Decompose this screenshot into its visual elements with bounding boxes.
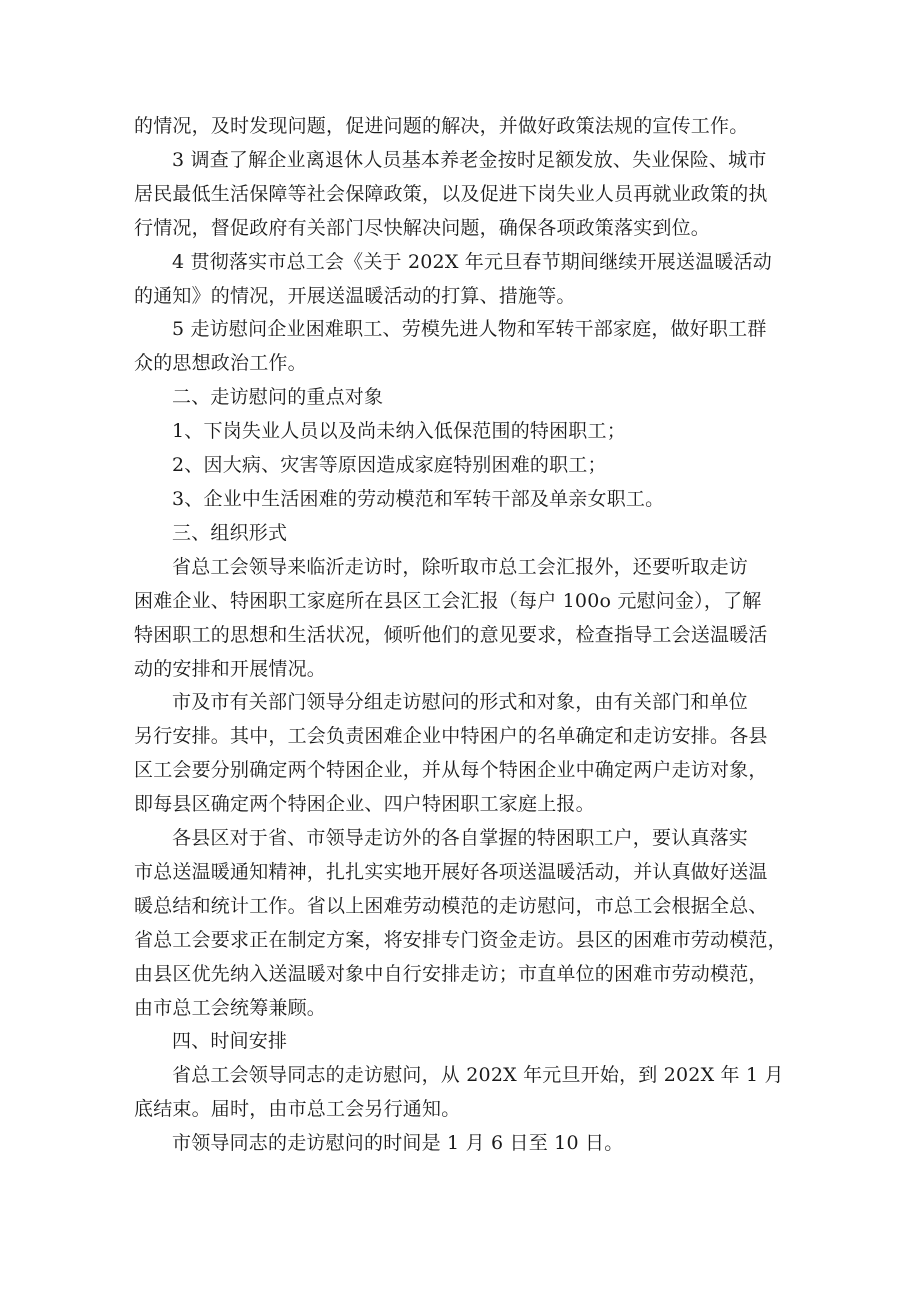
text-line: 各县区对于省、市领导走访外的各自掌握的特困职工户，要认真落实 [172, 827, 749, 850]
text-line: 三、组织形式 [172, 521, 288, 544]
paragraph [134, 686, 794, 822]
text-line: 底结束。届时，由市总工会另行通知。 [134, 1098, 461, 1121]
text-line: 省总工会领导来临沂走访时，除听取市总工会汇报外，还要听取走访 [172, 555, 749, 578]
text-line: 5 走访慰问企业困难职工、劳模先进人物和军转干部家庭，做好职工群 [172, 318, 767, 341]
text-line: 四、时间安排 [172, 1030, 288, 1053]
text-line: 省总工会领导同志的走访慰问，从 202X 年元旦开始，到 202X 年 1 月 [172, 1064, 784, 1087]
text-line: 由县区优先纳入送温暖对象中自行安排走访；市直单位的困难市劳动模范， [134, 962, 768, 985]
paragraph [134, 1127, 794, 1161]
text-line: 由市总工会统筹兼顾。 [134, 996, 327, 1019]
text-line: 二、走访慰问的重点对象 [172, 386, 384, 409]
paragraph [134, 313, 794, 381]
paragraph [134, 1059, 794, 1127]
paragraph [134, 449, 794, 483]
paragraph [134, 483, 794, 517]
paragraph [134, 415, 794, 449]
paragraph [134, 517, 794, 551]
text-line: 市领导同志的走访慰问的时间是 1 月 6 日至 10 日。 [172, 1132, 624, 1155]
paragraph [134, 246, 794, 314]
paragraph [134, 144, 794, 246]
text-line: 动的安排和开展情况。 [134, 657, 327, 680]
text-line: 3 调查了解企业离退休人员基本养老金按时足额发放、失业保险、城市 [172, 148, 767, 171]
text-line: 市总送温暖通知精神，扎扎实实地开展好各项送温暖活动，并认真做好送温 [134, 860, 768, 883]
text-line: 省总工会要求正在制定方案，将安排专门资金走访。县区的困难市劳动模范， [134, 928, 787, 951]
text-line: 另行安排。其中，工会负责困难企业中特困户的名单确定和走访安排。各县 [134, 725, 768, 748]
text-line: 居民最低生活保障等社会保障政策，以及促进下岗失业人员再就业政策的执 [134, 182, 768, 205]
text-line: 的通知》的情况，开展送温暖活动的打算、措施等。 [134, 284, 576, 307]
text-line: 行情况，督促政府有关部门尽快解决问题，确保各项政策落实到位。 [134, 216, 711, 239]
text-line: 区工会要分别确定两个特困企业，并从每个特困企业中确定两户走访对象， [134, 759, 768, 782]
text-line: 3、企业中生活困难的劳动模范和军转干部及单亲女职工。 [172, 487, 665, 510]
paragraph [134, 381, 794, 415]
paragraph [134, 822, 794, 1025]
text-line: 众的思想政治工作。 [134, 352, 307, 375]
document-body [134, 110, 794, 1161]
text-line: 的情况，及时发现问题，促进问题的解决，并做好政策法规的宣传工作。 [134, 115, 749, 137]
text-line: 1、下岗失业人员以及尚未纳入低保范围的特困职工； [172, 420, 626, 443]
text-line: 4 贯彻落实市总工会《关于 202X 年元旦春节期间继续开展送温暖活动 [172, 250, 773, 273]
paragraph [134, 1025, 794, 1059]
text-line: 市及市有关部门领导分组走访慰问的形式和对象，由有关部门和单位 [172, 691, 749, 714]
text-line: 2、因大病、灾害等原因造成家庭特别困难的职工； [172, 454, 607, 477]
text-line: 特困职工的思想和生活状况，倾听他们的意见要求，检查指导工会送温暖活 [134, 623, 768, 646]
paragraph [134, 551, 794, 687]
text-line: 困难企业、特困职工家庭所在县区工会汇报（每户 100o 元慰问金），了解 [134, 589, 762, 612]
text-line: 即每县区确定两个特困企业、四户特困职工家庭上报。 [134, 793, 595, 816]
paragraph [134, 110, 794, 144]
text-line: 暖总结和统计工作。省以上困难劳动模范的走访慰问，市总工会根据全总、 [134, 894, 768, 917]
